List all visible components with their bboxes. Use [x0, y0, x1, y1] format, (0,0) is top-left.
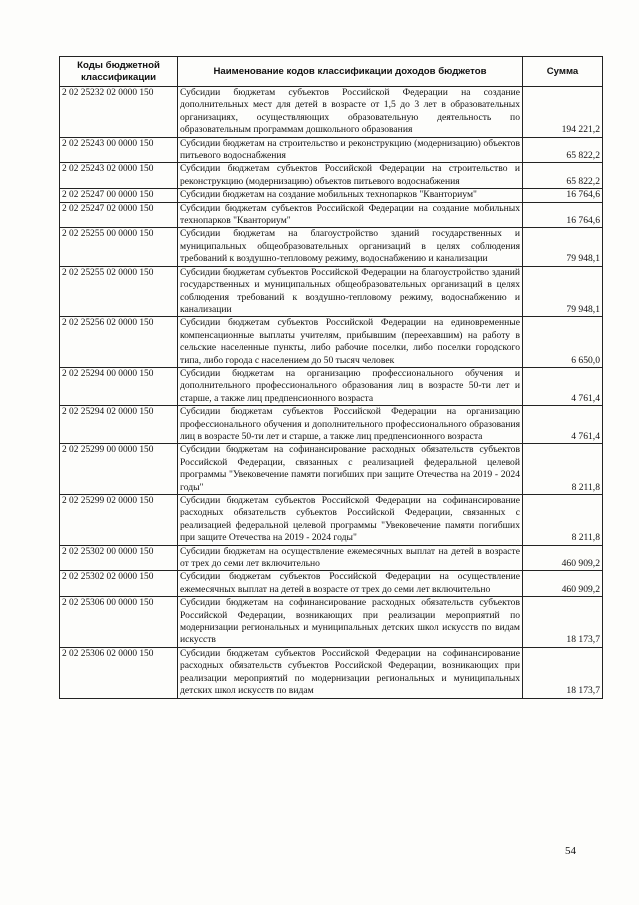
budget-code-cell: 2 02 25294 02 0000 150 — [60, 406, 178, 444]
income-name-cell: Субсидии бюджетам субъектов Российской Федерации на строительство и реконструкцию (модернизацию) объектов питьевого водоснабжения — [178, 163, 523, 189]
amount-cell: 79 948,1 — [523, 228, 603, 266]
budget-code-cell: 2 02 25294 00 0000 150 — [60, 367, 178, 405]
header-name: Наименование кодов классификации доходов бюджетов — [178, 57, 523, 87]
page-number: 54 — [565, 845, 576, 857]
income-name-cell: Субсидии бюджетам субъектов Российской Федерации на организацию профессионального обучения и дополнительного профессионального образования лиц в возрасте 50-ти лет и старше, а также лиц предпенсионного возраста — [178, 406, 523, 444]
amount-cell: 194 221,2 — [523, 87, 603, 138]
amount-cell: 65 822,2 — [523, 163, 603, 189]
income-name-cell: Субсидии бюджетам на организацию профессионального обучения и дополнительного профессионального образования лиц в возрасте 50-ти лет и старше, а также лиц предпенсионного возраста — [178, 367, 523, 405]
budget-code-cell: 2 02 25243 02 0000 150 — [60, 163, 178, 189]
income-name-cell: Субсидии бюджетам субъектов Российской Федерации на единовременные компенсационные выплаты учителям, прибывшим (переехавшим) на работу в сельские населенные пункты, либо рабочие поселки, либо поселки городского типа, либо города с населением до 50 тысяч человек — [178, 317, 523, 368]
amount-cell: 4 761,4 — [523, 406, 603, 444]
header-code: Коды бюджетной классификации — [60, 57, 178, 87]
table-row — [60, 406, 603, 444]
table-row — [60, 87, 603, 138]
table-header — [60, 57, 603, 87]
table-row — [60, 647, 603, 698]
income-name-cell: Субсидии бюджетам на софинансирование расходных обязательств субъектов Российской Федерации, возникающих при реализации мероприятий по модернизации региональных и муниципальных детских школ искусств по видам искусств — [178, 597, 523, 648]
amount-cell: 79 948,1 — [523, 266, 603, 317]
budget-code-cell: 2 02 25232 02 0000 150 — [60, 87, 178, 138]
table-row — [60, 189, 603, 202]
budget-code-cell: 2 02 25302 00 0000 150 — [60, 545, 178, 571]
amount-cell: 8 211,8 — [523, 444, 603, 495]
income-name-cell: Субсидии бюджетам на софинансирование расходных обязательств субъектов Российской Федерации, связанных с реализацией федеральной целевой программы "Увековечение памяти погибших при защите Отечества на 2019 - 2024 годы" — [178, 444, 523, 495]
income-name-cell: Субсидии бюджетам на создание мобильных технопарков "Кванториум" — [178, 189, 523, 202]
income-name-cell: Субсидии бюджетам на осуществление ежемесячных выплат на детей в возрасте от трех до семи лет включительно — [178, 545, 523, 571]
table-row — [60, 163, 603, 189]
amount-cell: 460 909,2 — [523, 545, 603, 571]
income-name-cell: Субсидии бюджетам субъектов Российской Федерации на создание мобильных технопарков "Кванториум" — [178, 202, 523, 228]
table-row — [60, 202, 603, 228]
amount-cell: 8 211,8 — [523, 495, 603, 546]
amount-cell: 460 909,2 — [523, 571, 603, 597]
budget-code-cell: 2 02 25302 02 0000 150 — [60, 571, 178, 597]
budget-table — [59, 56, 603, 699]
table-body — [60, 87, 603, 699]
budget-code-cell: 2 02 25247 02 0000 150 — [60, 202, 178, 228]
income-name-cell: Субсидии бюджетам на благоустройство зданий государственных и муниципальных общеобразовательных организаций в целях соблюдения требований к воздушно-тепловому режиму, водоснабжению и канализации — [178, 228, 523, 266]
amount-cell: 6 650,0 — [523, 317, 603, 368]
budget-code-cell: 2 02 25306 02 0000 150 — [60, 647, 178, 698]
income-name-cell: Субсидии бюджетам субъектов Российской Федерации на софинансирование расходных обязательств субъектов Российской Федерации, связанных с реализацией федеральной целевой программы "Увековечение памяти погибших при защите Отечества на 2019 - 2024 годы" — [178, 495, 523, 546]
budget-code-cell: 2 02 25255 02 0000 150 — [60, 266, 178, 317]
amount-cell: 18 173,7 — [523, 597, 603, 648]
table-row — [60, 137, 603, 163]
budget-code-cell: 2 02 25243 00 0000 150 — [60, 137, 178, 163]
table-row — [60, 367, 603, 405]
table-row — [60, 597, 603, 648]
budget-code-cell: 2 02 25247 00 0000 150 — [60, 189, 178, 202]
amount-cell: 18 173,7 — [523, 647, 603, 698]
budget-code-cell: 2 02 25256 02 0000 150 — [60, 317, 178, 368]
income-name-cell: Субсидии бюджетам субъектов Российской Федерации на софинансирование расходных обязательств субъектов Российской Федерации, возникающих при реализации мероприятий по модернизации региональных и муниципальных детских школ искусств по видам — [178, 647, 523, 698]
budget-code-cell: 2 02 25306 00 0000 150 — [60, 597, 178, 648]
amount-cell: 4 761,4 — [523, 367, 603, 405]
header-row — [60, 57, 603, 87]
table-row — [60, 545, 603, 571]
table-row — [60, 495, 603, 546]
income-name-cell: Субсидии бюджетам субъектов Российской Федерации на осуществление ежемесячных выплат на детей в возрасте от трех до семи лет включительно — [178, 571, 523, 597]
amount-cell: 16 764,6 — [523, 189, 603, 202]
income-name-cell: Субсидии бюджетам субъектов Российской Федерации на создание дополнительных мест для детей в возрасте от 1,5 до 3 лет в образовательных организациях, осуществляющих образовательную деятельность по образовательным программам дошкольного образования — [178, 87, 523, 138]
amount-cell: 65 822,2 — [523, 137, 603, 163]
amount-cell: 16 764,6 — [523, 202, 603, 228]
table-row — [60, 571, 603, 597]
header-sum: Сумма — [523, 57, 603, 87]
table-row — [60, 317, 603, 368]
budget-code-cell: 2 02 25299 00 0000 150 — [60, 444, 178, 495]
table-row — [60, 444, 603, 495]
budget-code-cell: 2 02 25255 00 0000 150 — [60, 228, 178, 266]
budget-code-cell: 2 02 25299 02 0000 150 — [60, 495, 178, 546]
table-row — [60, 228, 603, 266]
table-row — [60, 266, 603, 317]
income-name-cell: Субсидии бюджетам субъектов Российской Федерации на благоустройство зданий государственных и муниципальных общеобразовательных организаций в целях соблюдения требований к воздушно-тепловому режиму, водоснабжению и канализации — [178, 266, 523, 317]
income-name-cell: Субсидии бюджетам на строительство и реконструкцию (модернизацию) объектов питьевого водоснабжения — [178, 137, 523, 163]
